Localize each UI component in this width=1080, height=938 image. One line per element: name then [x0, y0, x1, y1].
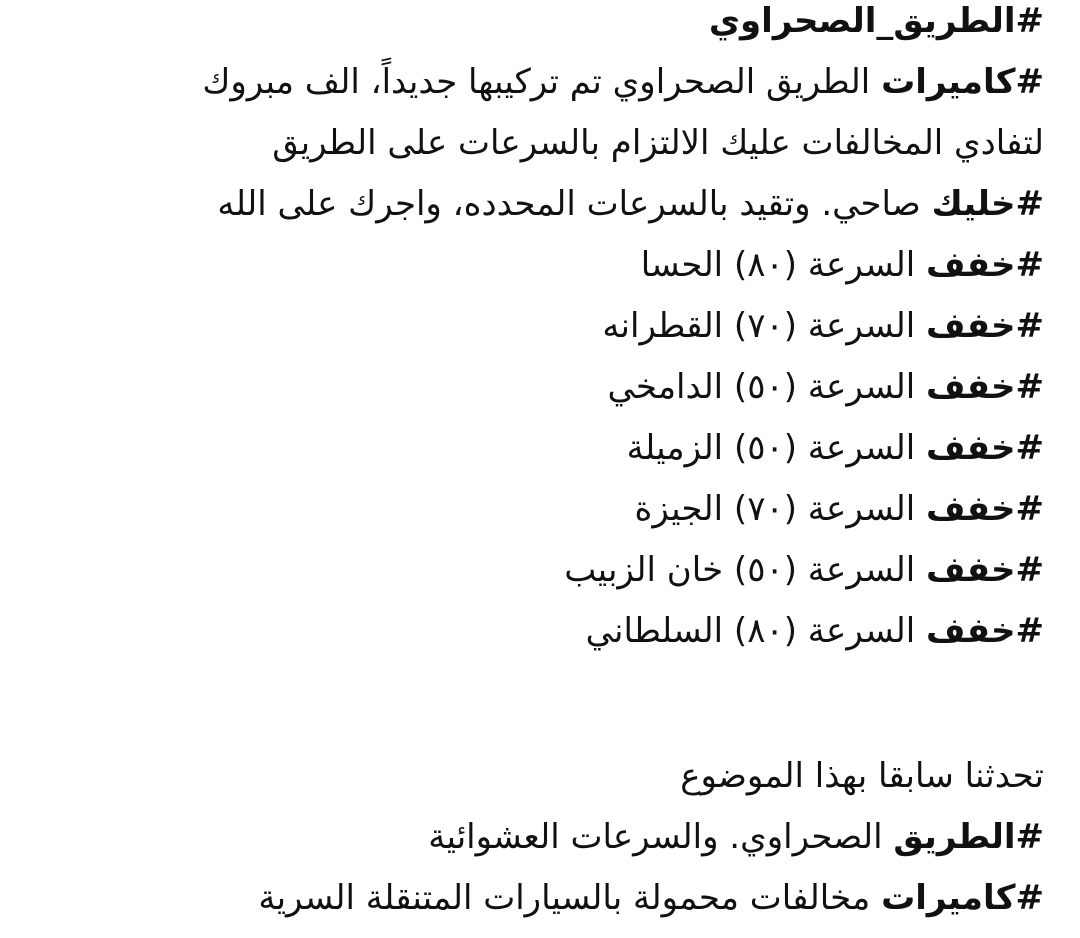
post-paragraph-note — [14, 755, 1044, 938]
hashtag[interactable]: #كاميرات — [881, 62, 1044, 102]
hashtag[interactable]: #الطريق_الصحراوي — [708, 1, 1044, 41]
post-line — [14, 366, 1044, 427]
post-line — [14, 122, 1044, 183]
hashtag[interactable]: #خفف — [926, 306, 1044, 346]
hashtag[interactable]: #خفف — [926, 428, 1044, 468]
line-text: الطريق الصحراوي تم تركيبها جديداً، الف مبروك — [202, 62, 882, 102]
paragraph-break — [14, 671, 1044, 755]
post-line — [14, 610, 1044, 671]
line-text: السرعة (٨٠) الحسا — [640, 245, 927, 285]
post-line — [14, 877, 1044, 938]
post-line — [14, 61, 1044, 122]
hashtag[interactable]: #خفف — [926, 367, 1044, 407]
hashtag[interactable]: #خليك — [931, 184, 1044, 224]
post-line — [14, 0, 1044, 61]
hashtag[interactable]: #الطريق — [893, 817, 1044, 857]
hashtag[interactable]: #خفف — [926, 550, 1044, 590]
post-line — [14, 427, 1044, 488]
line-text: السرعة (٥٠) الدامخي — [607, 367, 927, 407]
line-text: صاحي. وتقيد بالسرعات المحدده، واجرك على الله — [217, 184, 932, 224]
line-text: السرعة (٧٠) القطرانه — [602, 306, 927, 346]
post-line — [14, 755, 1044, 816]
hashtag[interactable]: #خفف — [926, 489, 1044, 529]
line-text: السرعة (٥٠) خان الزبيب — [564, 550, 927, 590]
hashtag[interactable]: #خفف — [926, 245, 1044, 285]
post-line — [14, 244, 1044, 305]
post-line — [14, 549, 1044, 610]
post-line — [14, 816, 1044, 877]
post-line — [14, 488, 1044, 549]
post-line — [14, 305, 1044, 366]
post-paragraph-speed-list — [14, 0, 1044, 671]
post-line — [14, 183, 1044, 244]
line-text: تحدثنا سابقا بهذا الموضوع — [680, 756, 1044, 796]
post-text — [14, 0, 1044, 938]
line-text: السرعة (٨٠) السلطاني — [585, 611, 927, 651]
line-text: الصحراوي. والسرعات العشوائية — [428, 817, 894, 857]
hashtag[interactable]: #كاميرات — [881, 878, 1044, 918]
line-text: السرعة (٥٠) الزميلة — [626, 428, 927, 468]
line-text: مخالفات محمولة بالسيارات المتنقلة السرية — [258, 878, 882, 918]
line-text: السرعة (٧٠) الجيزة — [634, 489, 927, 529]
hashtag[interactable]: #خفف — [926, 611, 1044, 651]
line-text: لتفادي المخالفات عليك الالتزام بالسرعات على الطريق — [272, 123, 1044, 163]
